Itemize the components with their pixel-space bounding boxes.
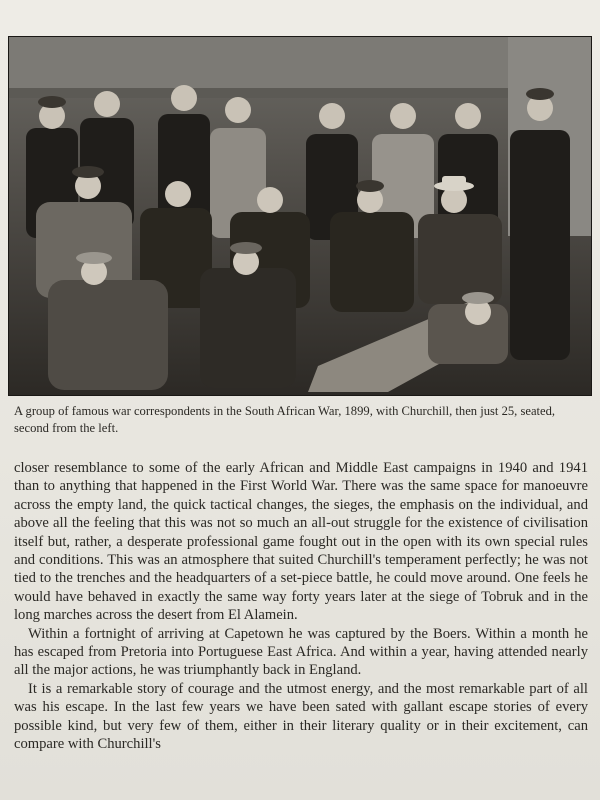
photo-caption: A group of famous war correspondents in the South African War, 1899, with Churchill, then just 25, seated, second from the left. (14, 404, 556, 435)
paragraph-2: Within a fortnight of arriving at Capetown he was captured by the Boers. Within a month he has escaped from Pretoria into Portuguese East Africa. And within a year, having attended nearly all the major actions, he was triumphantly back in England. (14, 625, 588, 679)
paragraph-1: closer resemblance to some of the early African and Middle East campaigns in 1940 and 1941 than to anything that happened in the First World War. There was the same space for manoeuvre across the empty land, the quick tactical changes, the sieges, the emphasis on the individual, and above all the feeling that this was not so much an all-out struggle for the existence of civilisation itself but, rather, a desperate professional game fought out in the open with its own special rules and conditions. This was an atmosphere that suited Churchill's temperament perfectly; he was not tied to the trenches and the headquarters of a set-piece battle, he could move around. One feels he would have behaved in exactly the same way forty years later at the siege of Tobruk and in the long marches across the desert from El Alamein. (14, 460, 588, 624)
paragraph-3: It is a remarkable story of courage and the utmost energy, and the most remarkable part of all was his escape. In the last few years we have been sated with gallant escape stories of every possible kind, but very few of them, either in their literary quality or in their excitement, can compare with Churchill's (14, 680, 588, 753)
body-text (14, 459, 588, 754)
group-portrait-icon (8, 36, 592, 396)
group-portrait-photo (8, 36, 592, 396)
